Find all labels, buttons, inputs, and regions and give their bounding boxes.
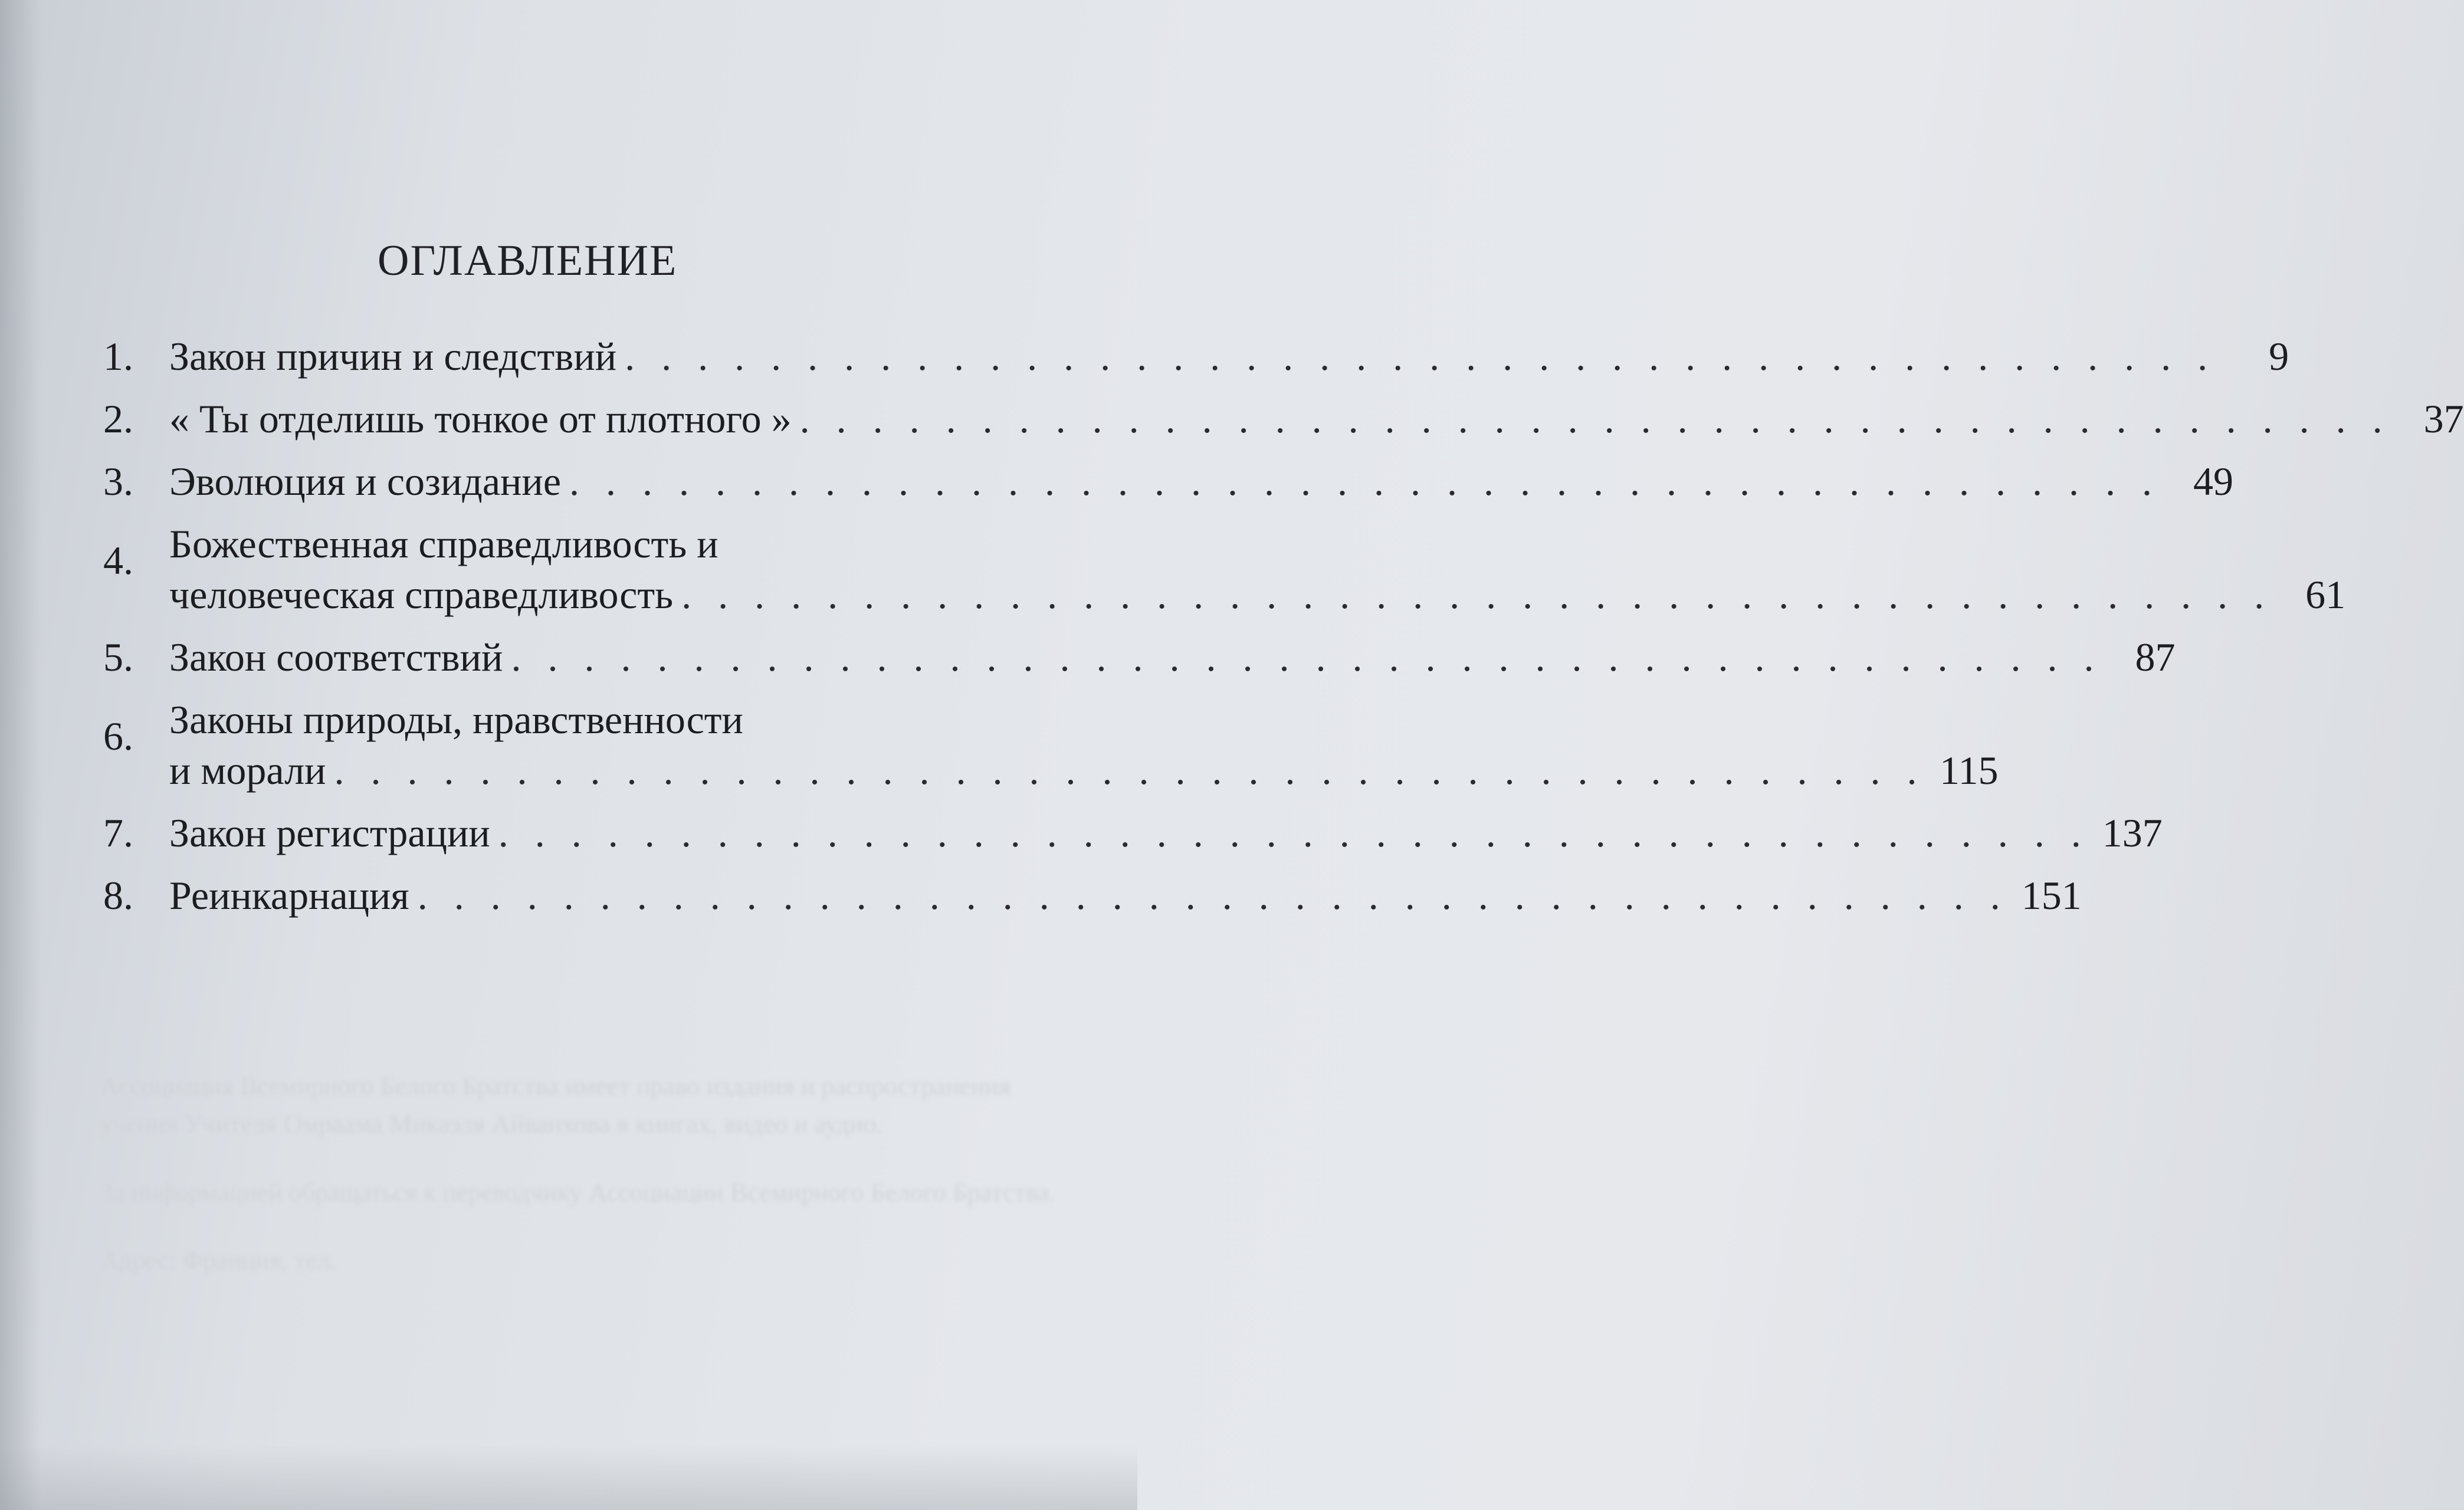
- toc-entry-6: [103, 697, 1999, 793]
- dot-leader: . . . . . . . . . . . . . . . . . . . . . . . . . . . . . . . . . . . . . . . . . . . .: [681, 572, 2273, 617]
- faded-back-page-text: [100, 1068, 1091, 1310]
- toc-entry-number: 2.: [103, 396, 133, 441]
- toc-entry-2: [103, 396, 2464, 441]
- toc-entry-page: 137: [2102, 810, 2163, 855]
- dot-leader: . . . . . . . . . . . . . . . . . . . . . . . . . . . . . . . . . . . . . . . . . . . .: [511, 635, 2102, 680]
- toc-entry-number: 1.: [103, 334, 133, 379]
- toc-entry-3: [103, 459, 2233, 504]
- toc-entry-title-line2: и морали: [169, 748, 326, 793]
- toc-heading: ОГЛАВЛЕНИЕ: [378, 237, 678, 285]
- toc-entry-4: [103, 521, 2346, 617]
- toc-entry-page: 37: [2423, 396, 2464, 441]
- toc-entry-5: [103, 635, 2176, 680]
- dot-leader: . . . . . . . . . . . . . . . . . . . . . . . . . . . . . . . . . . . . . . . . . . . .: [498, 810, 2089, 855]
- toc-entry-title: Закон причин и следствий: [169, 334, 617, 379]
- toc-entry-number: 6.: [103, 714, 133, 759]
- dot-leader: . . . . . . . . . . . . . . . . . . . . . . . . . . . . . . . . . . . . . . . . . . . .: [417, 873, 2009, 918]
- toc-entry-title-line1: Законы природы, нравственности: [169, 697, 743, 742]
- faded-paragraph: За информацией обращаться к переводчику Ассоциации Всемирного Белого Братства.: [100, 1177, 1056, 1207]
- toc-entry-page: 115: [1940, 748, 1999, 793]
- toc-entry-title: Закон соответствий: [169, 635, 503, 680]
- faded-paragraph: Адрес: Франция, тел.: [100, 1246, 337, 1275]
- toc-entry-number: 7.: [103, 810, 133, 855]
- faded-paragraph: Ассоциация Всемирного Белого Братства имеет право издания и распространения учения Учителя Омраама Микаэля Айванхова в книгах, видео и аудио.: [100, 1072, 1011, 1138]
- toc-entry-7: [103, 810, 2163, 855]
- toc-entry-number: 4.: [103, 538, 133, 583]
- toc-entry-page: 9: [2269, 334, 2289, 379]
- toc-entry-page: 151: [2021, 873, 2082, 918]
- toc-entry-number: 3.: [103, 459, 133, 504]
- toc-entry-title-line2: человеческая справедливость: [169, 572, 674, 617]
- toc-entry-title: « Ты отделишь тонкое от плотного »: [169, 396, 792, 441]
- toc-entry-page: 87: [2135, 635, 2176, 680]
- toc-entry-title: Закон регистрации: [169, 810, 490, 855]
- page-bottom-shadow: [0, 1445, 1137, 1510]
- toc-entry-title-line1: Божественная справедливость и: [169, 521, 718, 566]
- toc-entry-page: 61: [2305, 572, 2346, 617]
- toc-entry-number: 8.: [103, 873, 133, 918]
- toc-entry-number: 5.: [103, 635, 133, 680]
- dot-leader: . . . . . . . . . . . . . . . . . . . . . . . . . . . . . . . . . . . . . . . . . . . .: [625, 334, 2216, 379]
- toc-entry-title: Реинкарнация: [169, 873, 409, 918]
- toc-entry-8: [103, 873, 2082, 918]
- dot-leader: . . . . . . . . . . . . . . . . . . . . . . . . . . . . . . . . . . . . . . . . . . . .: [334, 748, 1925, 793]
- page-edge-shadow: [0, 0, 41, 1510]
- toc-entry-1: [103, 334, 2289, 379]
- toc-entry-title: Эволюция и созидание: [169, 459, 561, 504]
- dot-leader: . . . . . . . . . . . . . . . . . . . . . . . . . . . . . . . . . . . . . . . . . . . .: [569, 459, 2160, 504]
- dot-leader: . . . . . . . . . . . . . . . . . . . . . . . . . . . . . . . . . . . . . . . . . . . .: [799, 396, 2391, 441]
- toc-entry-page: 49: [2193, 459, 2233, 504]
- table-of-contents: [103, 334, 2464, 938]
